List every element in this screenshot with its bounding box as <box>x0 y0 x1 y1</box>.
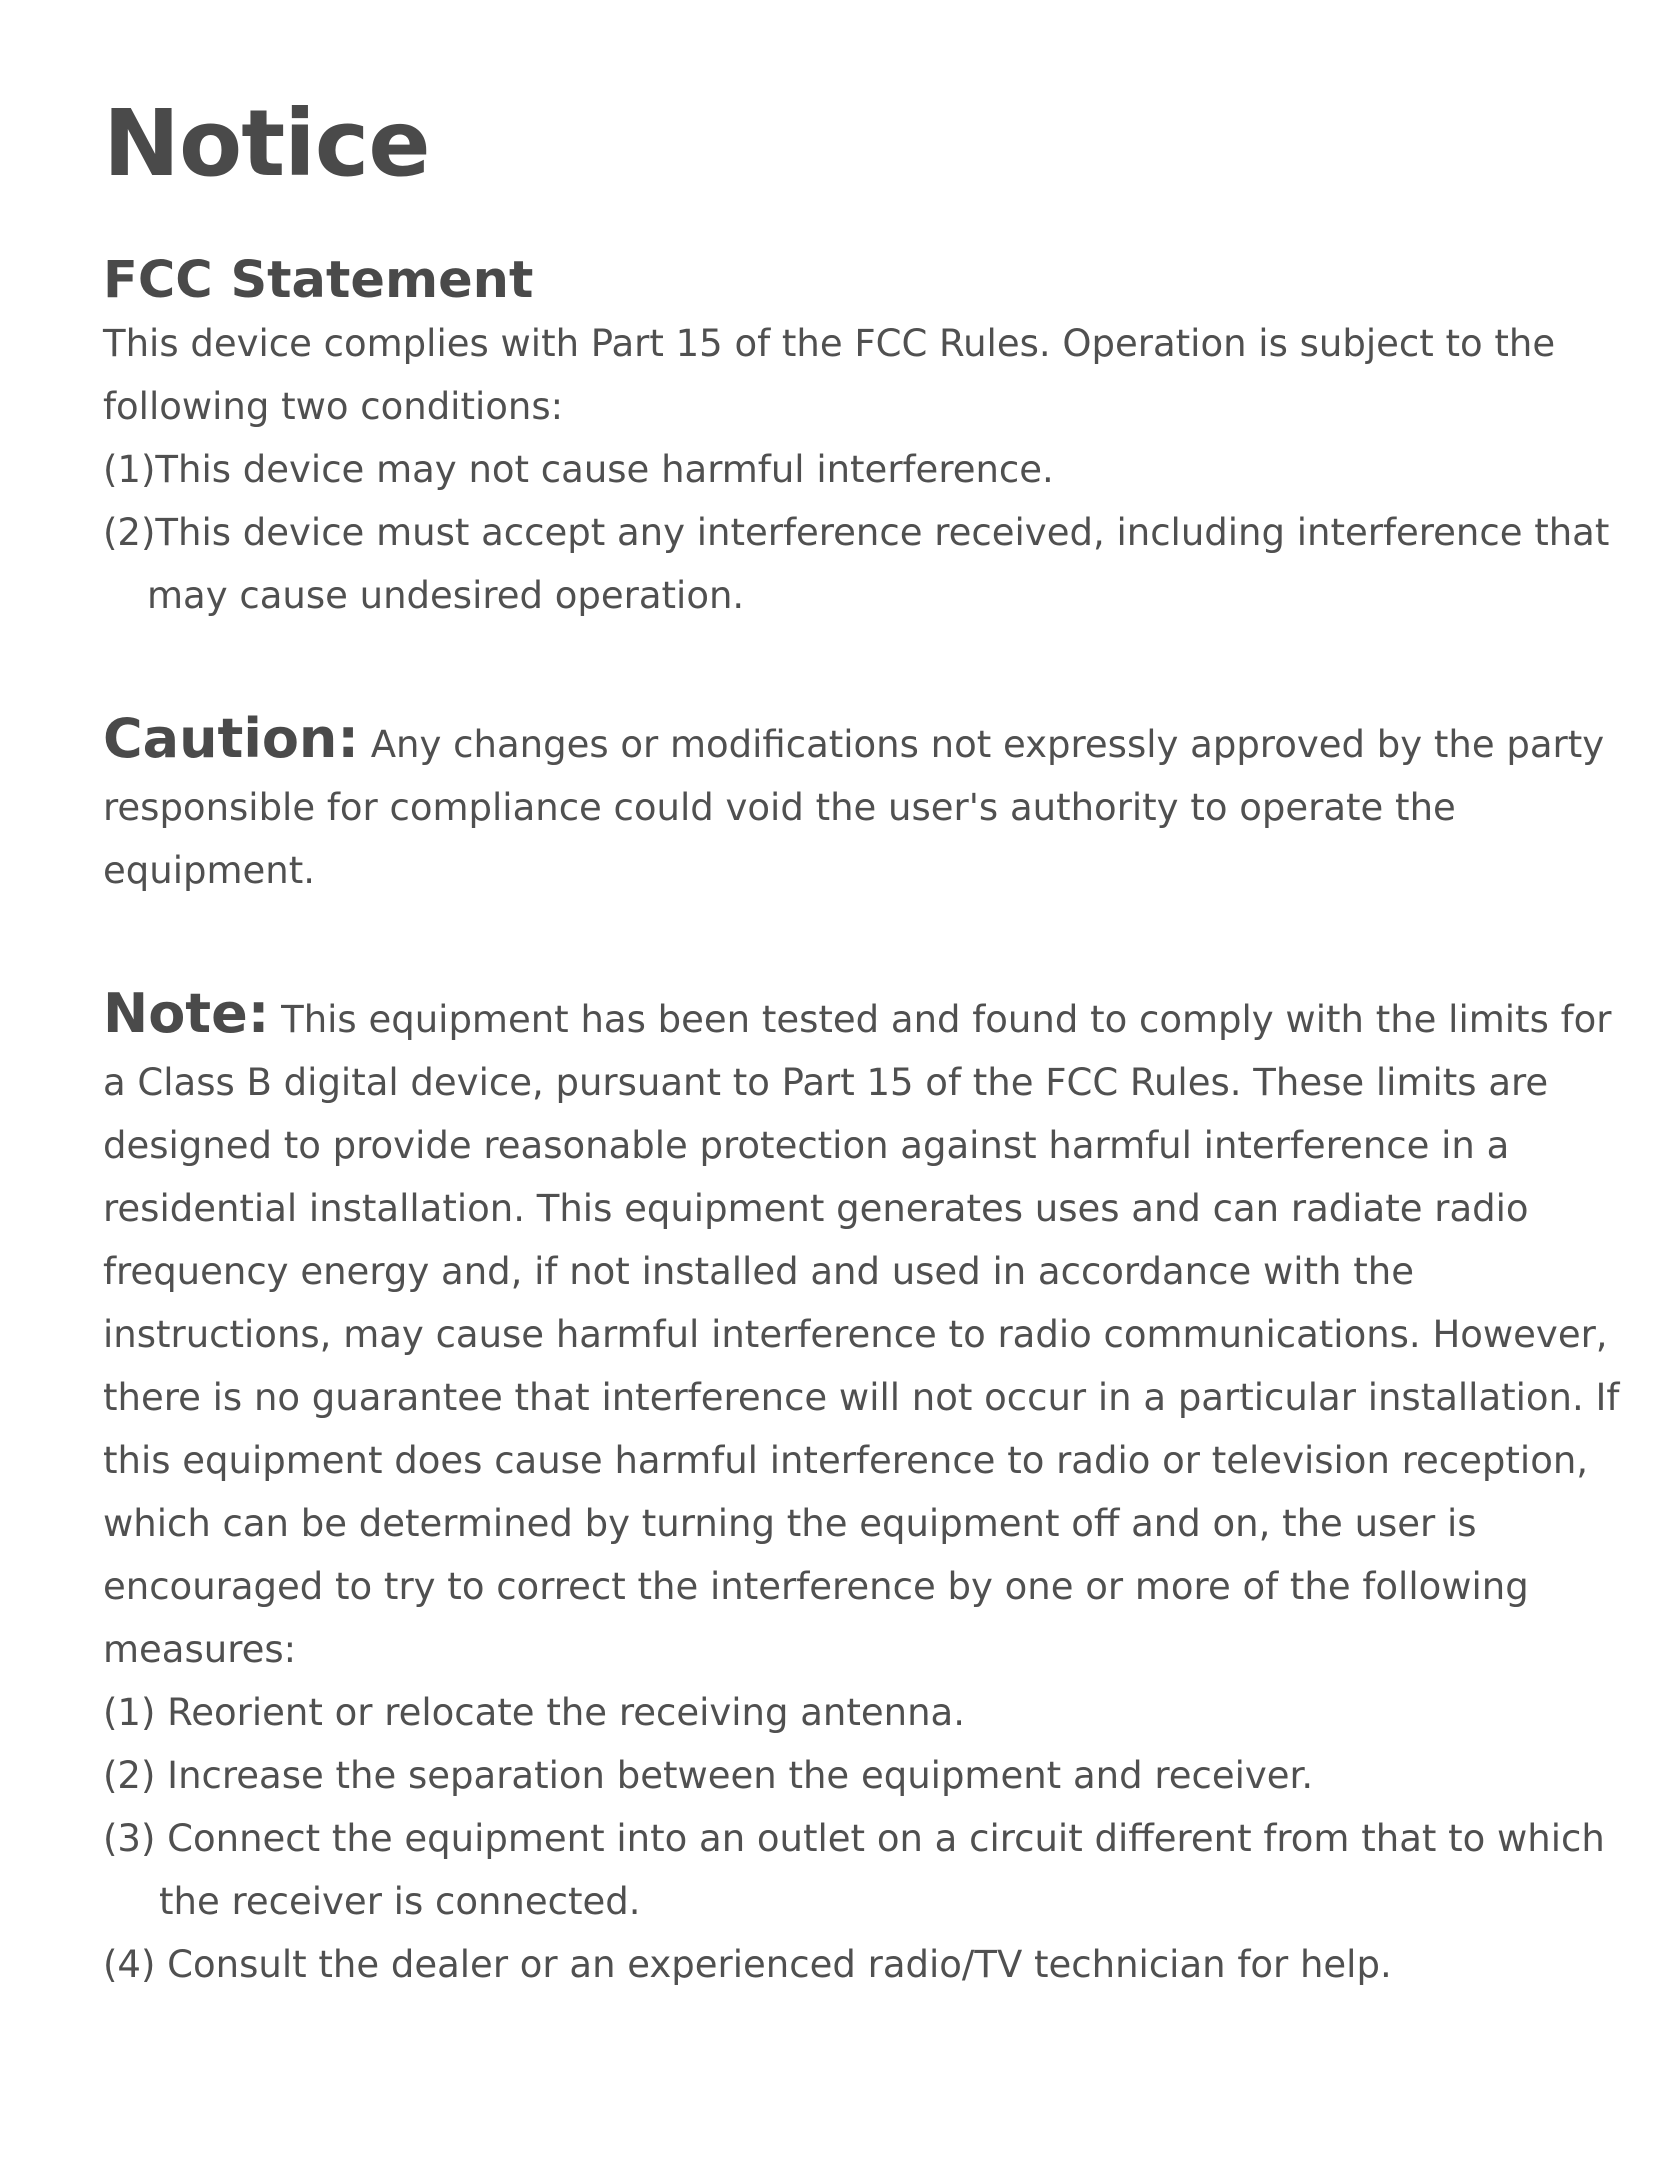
fcc-statement-intro: This device complies with Part 15 of the FCC Rules. Operation is subject to the following two conditions: <box>103 322 1556 428</box>
note-measure-2: (2) Increase the separation between the equipment and receiver. <box>103 1754 1314 1797</box>
caution-label: Caution: <box>103 707 359 770</box>
fcc-statement-section <box>103 250 1633 627</box>
notice-page <box>103 90 1633 1996</box>
fcc-statement-heading: FCC Statement <box>103 251 534 310</box>
fcc-condition-1: (1)This device may not cause harmful interference. <box>103 448 1054 491</box>
note-measure-1: (1) Reorient or relocate the receiving antenna. <box>103 1691 965 1734</box>
page-title: Notice <box>103 90 430 197</box>
note-measure-3: (3) Connect the equipment into an outlet on a circuit different from that to which the receiver is connected. <box>103 1817 1605 1923</box>
note-label: Note: <box>103 982 270 1045</box>
note-section <box>103 982 1633 1996</box>
note-paragraph <box>103 982 1633 1681</box>
fcc-conditions-list <box>103 438 1633 627</box>
caution-section <box>103 707 1633 902</box>
note-text: This equipment has been tested and found to comply with the limits for a Class B digital device, pursuant to Part 15 of the FCC Rules. These limits are designed to provide reasonable protection against harmful interference in a residential installation. This equipment generates uses and can radiate radio frequency energy and, if not installed and used in accordance with the instructions, may cause harmful interference to radio communications. However, there is no guarantee that interference will not occur in a particular installation. If this equipment does cause harmful interference to radio or television reception, which can be determined by turning the equipment off and on, the user is encouraged to try to correct the interference by one or more of the following measures: <box>103 998 1620 1671</box>
caution-paragraph <box>103 707 1633 902</box>
note-measure-4: (4) Consult the dealer or an experienced radio/TV technician for help. <box>103 1943 1392 1986</box>
fcc-condition-2: (2)This device must accept any interference received, including interference that may cause undesired operation. <box>103 511 1610 617</box>
note-measures-list <box>103 1681 1633 1996</box>
caution-text: Any changes or modifications not expressly approved by the party responsible for compliance could void the user's authority to operate the equipment. <box>103 723 1605 892</box>
